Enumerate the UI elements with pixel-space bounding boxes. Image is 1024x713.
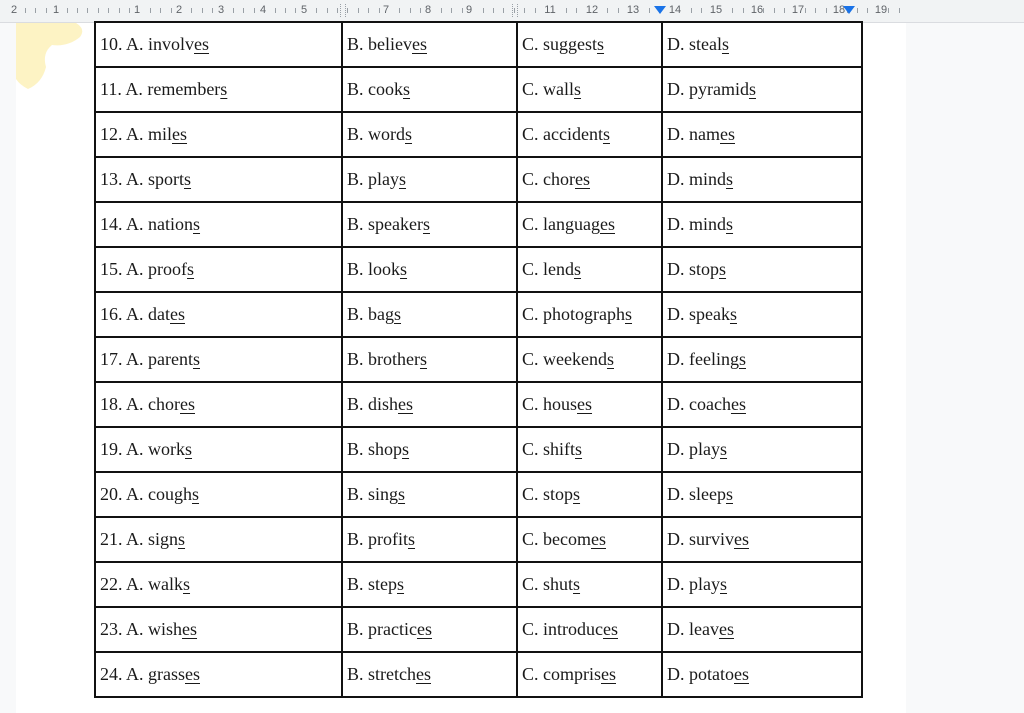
table-row [95, 427, 862, 472]
option-text: C. introduc [522, 619, 603, 639]
ruler-tick [784, 8, 785, 13]
option-cell[interactable] [517, 382, 662, 427]
option-cell[interactable] [517, 202, 662, 247]
underlined-ending: s [575, 439, 583, 459]
option-cell[interactable] [517, 112, 662, 157]
underlined-ending: es [185, 664, 200, 684]
ruler-tick [503, 8, 504, 13]
ruler-number: 4 [259, 4, 267, 16]
ruler-tick [275, 8, 276, 13]
ruler-number: 5 [300, 4, 308, 16]
ruler-tick [358, 8, 359, 13]
ruler-tick [867, 8, 868, 13]
option-text: B. dish [347, 394, 399, 414]
option-cell[interactable] [95, 652, 342, 697]
ruler-tick [618, 8, 619, 13]
option-cell[interactable] [342, 67, 517, 112]
option-text: C. lend [522, 259, 574, 279]
ruler-tick [212, 8, 213, 13]
underlined-ending: es [416, 619, 432, 639]
option-text: B. step [347, 574, 398, 594]
ruler-number: 18 [832, 4, 846, 16]
option-text: 11. A. remember [100, 79, 221, 99]
option-text: B. believ [347, 34, 412, 54]
option-cell[interactable] [662, 67, 862, 112]
option-cell[interactable] [662, 607, 862, 652]
underlined-ending: s [720, 439, 728, 459]
underlined-ending: es [718, 619, 734, 639]
underlined-ending: s [729, 304, 737, 324]
ruler-tick [202, 8, 203, 13]
option-text: D. leav [667, 619, 719, 639]
option-cell[interactable] [342, 247, 517, 292]
option-cell[interactable] [662, 112, 862, 157]
option-cell[interactable] [662, 562, 862, 607]
ruler-tick [327, 8, 328, 13]
ruler-tick [441, 8, 442, 13]
ruler-number: 1 [133, 4, 141, 16]
ruler-tick [243, 8, 244, 13]
option-cell[interactable] [95, 292, 342, 337]
underlined-ending: es [575, 169, 590, 189]
option-text: C. accident [522, 124, 603, 144]
option-text: B. play [347, 169, 399, 189]
ruler-tick [98, 8, 99, 13]
option-text: D. coach [667, 394, 731, 414]
left-margin-marker[interactable] [340, 4, 346, 17]
option-cell[interactable] [95, 337, 342, 382]
table-row [95, 652, 862, 697]
underlined-ending: s [574, 79, 582, 99]
underlined-ending: s [402, 439, 410, 459]
option-text: 12. A. mil [100, 124, 173, 144]
option-text: 20. A. cough [100, 484, 192, 504]
option-text: C. photograph [522, 304, 625, 324]
option-text: 24. A. grass [100, 664, 185, 684]
ruler-number: 3 [217, 4, 225, 16]
option-text: 16. A. dat [100, 304, 170, 324]
underlined-ending: s [187, 259, 195, 279]
underlined-ending: s [185, 439, 193, 459]
ruler-tick [805, 8, 806, 13]
ruler-tick [150, 8, 151, 13]
table-row [95, 337, 862, 382]
ruler-number: 14 [668, 4, 682, 16]
option-text: D. steal [667, 34, 722, 54]
option-text: B. shop [347, 439, 403, 459]
ruler-tick [108, 8, 109, 13]
underlined-ending: s [403, 79, 411, 99]
option-text: C. becom [522, 529, 591, 549]
option-text: 17. A. parent [100, 349, 193, 369]
sticker-decoration [16, 23, 91, 98]
underlined-ending: s [720, 574, 728, 594]
ruler-tick [493, 8, 494, 13]
underlined-ending: s [602, 124, 610, 144]
option-cell[interactable] [662, 202, 862, 247]
option-cell[interactable] [517, 562, 662, 607]
ruler-tick [535, 8, 536, 13]
underlined-ending: es [601, 664, 616, 684]
underlined-ending: s [419, 349, 427, 369]
ruler-number: 17 [791, 4, 805, 16]
option-text: 22. A. walk [100, 574, 183, 594]
ruler-tick [649, 8, 650, 13]
table-row [95, 472, 862, 517]
option-cell[interactable] [517, 607, 662, 652]
underlined-ending: s [400, 259, 408, 279]
option-text: 10. A. involv [100, 34, 195, 54]
option-text: D. potato [667, 664, 734, 684]
option-text: D. sleep [667, 484, 726, 504]
option-cell[interactable] [342, 652, 517, 697]
underlined-ending: s [422, 214, 430, 234]
option-cell[interactable] [517, 472, 662, 517]
table-row [95, 607, 862, 652]
indent-marker-right[interactable] [843, 6, 855, 14]
option-text: C. shift [522, 439, 576, 459]
option-text: C. wall [522, 79, 574, 99]
option-cell[interactable] [662, 382, 862, 427]
option-text: C. languag [522, 214, 600, 234]
underlined-ending: es [180, 394, 195, 414]
underlined-ending: s [606, 349, 614, 369]
option-text: D. stop [667, 259, 720, 279]
table-row [95, 22, 862, 67]
option-text: D. mind [667, 169, 727, 189]
ruler-tick [899, 8, 900, 13]
document-page[interactable] [16, 23, 906, 713]
ruler-tick [379, 8, 380, 13]
underlined-ending: es [600, 214, 615, 234]
underlined-ending: s [193, 214, 201, 234]
underlined-ending: s [398, 484, 406, 504]
ruler-tick [295, 8, 296, 13]
option-text: B. brother [347, 349, 420, 369]
table-row [95, 112, 862, 157]
underlined-ending: s [192, 484, 200, 504]
underlined-ending: s [726, 214, 734, 234]
option-text: D. feeling [667, 349, 739, 369]
ruler-tick [129, 8, 130, 13]
ruler-number: 2 [175, 4, 183, 16]
underlined-ending: s [408, 529, 416, 549]
option-cell[interactable] [95, 607, 342, 652]
option-text: D. mind [667, 214, 727, 234]
option-text: D. play [667, 574, 720, 594]
ruler-tick [566, 8, 567, 13]
table-row [95, 517, 862, 562]
option-cell[interactable] [342, 157, 517, 202]
ruler-tick [316, 8, 317, 13]
ruler-tick [691, 8, 692, 13]
underlined-ending: s [726, 169, 734, 189]
underlined-ending: s [573, 574, 581, 594]
ruler-tick [119, 8, 120, 13]
underlined-ending: es [734, 664, 749, 684]
option-cell[interactable] [662, 22, 862, 67]
option-cell[interactable] [95, 157, 342, 202]
option-cell[interactable] [517, 67, 662, 112]
ruler-number: 12 [585, 4, 599, 16]
option-text: 23. A. wish [100, 619, 183, 639]
underlined-ending: es [398, 394, 414, 414]
option-cell[interactable] [95, 112, 342, 157]
ruler-tick [420, 8, 421, 13]
exercise-table [94, 21, 863, 698]
underlined-ending: s [738, 349, 746, 369]
underlined-ending: es [720, 124, 735, 144]
ruler-number: 8 [424, 4, 432, 16]
option-text: D. nam [667, 124, 720, 144]
option-cell[interactable] [95, 427, 342, 472]
option-text: 13. A. sport [100, 169, 185, 189]
ruler-number: 15 [709, 4, 723, 16]
option-text: C. weekend [522, 349, 607, 369]
option-cell[interactable] [517, 652, 662, 697]
option-cell[interactable] [517, 247, 662, 292]
ruler-number: 9 [465, 4, 473, 16]
ruler-tick [524, 8, 525, 13]
table-row [95, 382, 862, 427]
indent-marker-left[interactable] [654, 6, 666, 14]
option-text: C. shut [522, 574, 574, 594]
underlined-ending: es [591, 529, 606, 549]
option-cell[interactable] [662, 337, 862, 382]
option-text: B. sing [347, 484, 399, 504]
option-cell[interactable] [342, 562, 517, 607]
option-text: C. stop [522, 484, 574, 504]
ruler-tick [35, 8, 36, 13]
ruler-number: 16 [750, 4, 764, 16]
option-cell[interactable] [517, 22, 662, 67]
option-cell[interactable] [342, 382, 517, 427]
option-text: C. compris [522, 664, 601, 684]
ruler-tick [462, 8, 463, 13]
option-cell[interactable] [95, 67, 342, 112]
underlined-ending: s [184, 169, 192, 189]
ruler-tick [399, 8, 400, 13]
ruler-tick [67, 8, 68, 13]
table-row [95, 562, 862, 607]
option-cell[interactable] [342, 607, 517, 652]
option-cell[interactable] [95, 472, 342, 517]
underlined-ending: es [182, 619, 198, 639]
underlined-ending: s [574, 259, 582, 279]
ruler-tick [607, 8, 608, 13]
ruler-number: 11 [544, 4, 556, 16]
underlined-ending: s [625, 304, 633, 324]
option-text: B. stretch [347, 664, 416, 684]
underlined-ending: s [220, 79, 228, 99]
option-cell[interactable] [342, 337, 517, 382]
ruler-tick [254, 8, 255, 13]
ruler-tick [888, 8, 889, 13]
column-marker[interactable] [512, 4, 518, 17]
option-cell[interactable] [95, 247, 342, 292]
ruler-tick [191, 8, 192, 13]
ruler-number: 7 [382, 4, 390, 16]
option-text: B. bag [347, 304, 394, 324]
ruler-tick [815, 8, 816, 13]
option-text: D. pyramid [667, 79, 749, 99]
option-cell[interactable] [95, 202, 342, 247]
underlined-ending: s [719, 259, 727, 279]
underlined-ending: s [597, 34, 605, 54]
ruler-tick [233, 8, 234, 13]
option-text: B. cook [347, 79, 403, 99]
underlined-ending: es [194, 34, 210, 54]
ruler-tick [171, 8, 172, 13]
ruler-tick [25, 8, 26, 13]
option-text: B. speaker [347, 214, 423, 234]
ruler-tick [774, 8, 775, 13]
option-cell[interactable] [662, 517, 862, 562]
ruler-tick [337, 8, 338, 13]
option-cell[interactable] [662, 427, 862, 472]
option-cell[interactable] [517, 157, 662, 202]
ruler-tick [451, 8, 452, 13]
underlined-ending: s [183, 574, 191, 594]
option-cell[interactable] [342, 292, 517, 337]
option-text: D. surviv [667, 529, 734, 549]
option-cell[interactable] [342, 202, 517, 247]
ruler-tick [826, 8, 827, 13]
ruler-tick [763, 8, 764, 13]
ruler-tick [576, 8, 577, 13]
ruler-number: 2 [10, 4, 18, 16]
option-cell[interactable] [342, 517, 517, 562]
option-cell[interactable] [95, 382, 342, 427]
underlined-ending: s [399, 169, 407, 189]
option-cell[interactable] [662, 157, 862, 202]
option-text: C. hous [522, 394, 578, 414]
ruler-tick [46, 8, 47, 13]
option-text: C. suggest [522, 34, 598, 54]
ruler-number: 1 [52, 4, 60, 16]
table-row [95, 67, 862, 112]
ruler-tick [160, 8, 161, 13]
option-cell[interactable] [95, 562, 342, 607]
ruler-tick [410, 8, 411, 13]
ruler-tick [285, 8, 286, 13]
underlined-ending: s [178, 529, 186, 549]
option-cell[interactable] [342, 112, 517, 157]
ruler-tick [732, 8, 733, 13]
table-row [95, 292, 862, 337]
underlined-ending: s [397, 574, 405, 594]
option-text: 18. A. chor [100, 394, 180, 414]
underlined-ending: s [573, 484, 581, 504]
option-cell[interactable] [517, 337, 662, 382]
underlined-ending: s [721, 34, 729, 54]
option-cell[interactable] [342, 22, 517, 67]
option-text: D. speak [667, 304, 730, 324]
underlined-ending: s [394, 304, 402, 324]
underlined-ending: s [192, 349, 200, 369]
option-cell[interactable] [662, 292, 862, 337]
option-cell[interactable] [662, 652, 862, 697]
option-cell[interactable] [95, 22, 342, 67]
option-cell[interactable] [517, 292, 662, 337]
ruler-tick [483, 8, 484, 13]
ruler-number: 19 [874, 4, 888, 16]
ruler-tick [857, 8, 858, 13]
option-cell[interactable] [662, 472, 862, 517]
table-row [95, 247, 862, 292]
underlined-ending: es [734, 529, 749, 549]
underlined-ending: s [405, 124, 413, 144]
underlined-ending: es [170, 304, 185, 324]
option-cell[interactable] [517, 427, 662, 472]
underlined-ending: s [748, 79, 756, 99]
underlined-ending: s [725, 484, 733, 504]
ruler-tick [368, 8, 369, 13]
ruler-tick [87, 8, 88, 13]
option-text: D. play [667, 439, 720, 459]
underlined-ending: es [577, 394, 593, 414]
option-text: 14. A. nation [100, 214, 193, 234]
ruler-tick [743, 8, 744, 13]
option-text: 21. A. sign [100, 529, 179, 549]
table-row [95, 202, 862, 247]
horizontal-ruler[interactable] [0, 0, 1024, 23]
option-cell[interactable] [342, 472, 517, 517]
underlined-ending: es [172, 124, 188, 144]
option-cell[interactable] [95, 517, 342, 562]
underlined-ending: es [412, 34, 427, 54]
underlined-ending: es [603, 619, 618, 639]
underlined-ending: es [416, 664, 431, 684]
option-cell[interactable] [662, 247, 862, 292]
ruler-number: 13 [626, 4, 640, 16]
option-text: 19. A. work [100, 439, 185, 459]
option-text: 15. A. proof [100, 259, 187, 279]
underlined-ending: es [730, 394, 746, 414]
table-row [95, 157, 862, 202]
option-text: C. chor [522, 169, 575, 189]
option-cell[interactable] [517, 517, 662, 562]
ruler-tick [347, 8, 348, 13]
option-text: B. profit [347, 529, 408, 549]
option-text: B. practic [347, 619, 417, 639]
option-text: B. look [347, 259, 401, 279]
option-cell[interactable] [342, 427, 517, 472]
ruler-tick [701, 8, 702, 13]
ruler-tick [77, 8, 78, 13]
option-text: B. word [347, 124, 405, 144]
